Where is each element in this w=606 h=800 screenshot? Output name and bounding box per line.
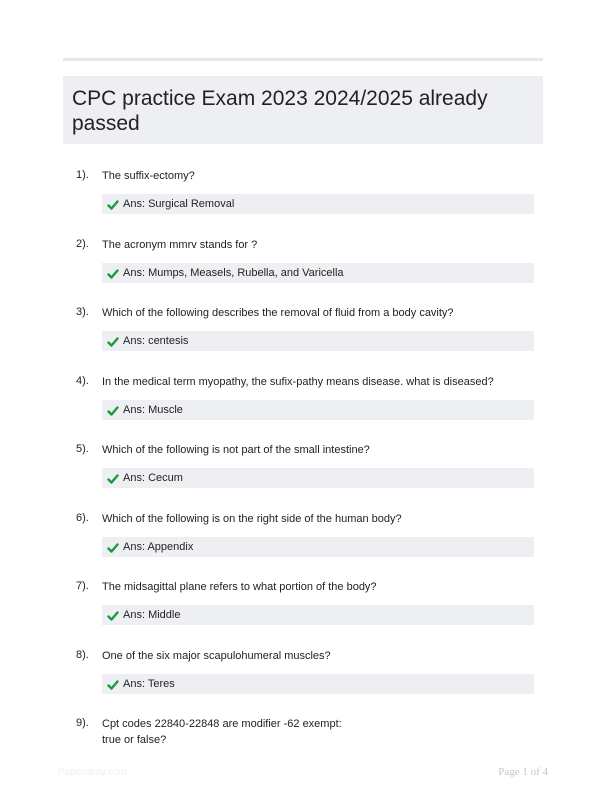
check-icon [107,541,119,553]
question-text: Which of the following describes the removal of fluid from a body cavity? [102,307,454,319]
page-title: CPC practice Exam 2023 2024/2025 already passed [72,87,488,135]
check-icon [107,678,119,690]
answer-box [102,674,534,694]
question-text: Cpt codes 22840-22848 are modifier -62 exempt: true or false? [102,718,342,746]
question-number: 9). [76,717,89,729]
question-number: 5). [76,443,89,455]
question-number: 6). [76,512,89,524]
page-indicator: Page 1 of 4 [498,766,548,778]
answer-box [102,263,534,283]
question-number: 1). [76,169,89,181]
question-number: 3). [76,306,89,318]
question-text: The midsagittal plane refers to what portion of the body? [102,581,377,593]
answer-text: Ans: Middle [123,609,181,621]
check-icon [107,472,119,484]
question-number: 2). [76,238,89,250]
question-text: Which of the following is not part of the small intestine? [102,444,370,456]
question-number: 7). [76,580,89,592]
answer-text: Ans: centesis [123,335,189,347]
question-number: 8). [76,649,89,661]
answer-box [102,331,534,351]
footer-watermark: Papersbay.com [58,767,127,778]
check-icon [107,335,119,347]
question-text: One of the six major scapulohumeral muscles? [102,650,331,662]
answer-box [102,605,534,625]
answer-text: Ans: Appendix [123,541,194,553]
answer-box [102,468,534,488]
check-icon [107,609,119,621]
answer-text: Ans: Muscle [123,404,183,416]
check-icon [107,267,119,279]
answer-text: Ans: Teres [123,678,175,690]
answer-text: Ans: Mumps, Measels, Rubella, and Varicella [123,267,344,279]
check-icon [107,198,119,210]
question-text: In the medical term myopathy, the sufix-pathy means disease. what is diseased? [102,376,494,388]
question-text: The acronym mmrv stands for ? [102,239,258,251]
question-text: The suffix-ectomy? [102,170,195,182]
question-text: Which of the following is on the right side of the human body? [102,513,402,525]
check-icon [107,404,119,416]
answer-text: Ans: Cecum [123,472,183,484]
answer-text: Ans: Surgical Removal [123,198,235,210]
question-number: 4). [76,375,89,387]
answer-box [102,194,534,214]
answer-box [102,400,534,420]
answer-box [102,537,534,557]
